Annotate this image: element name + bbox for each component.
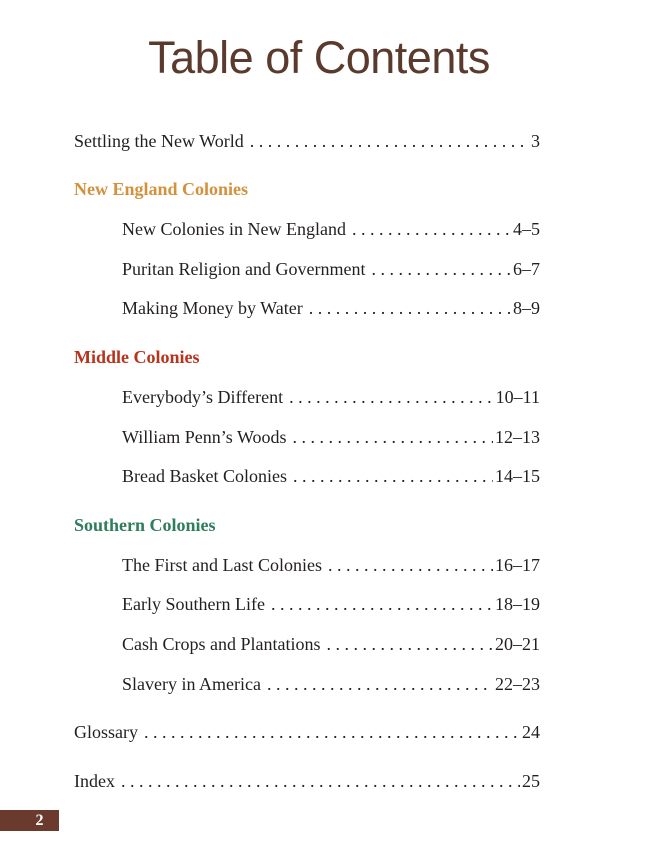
toc-entry-label: Index — [74, 771, 115, 791]
toc-entry-label: Settling the New World — [74, 131, 244, 151]
page-number-tab: 2 — [0, 810, 59, 831]
toc-entry[interactable] — [122, 297, 540, 319]
toc-entry[interactable] — [122, 386, 540, 408]
toc-entry-label: Slavery in America — [122, 674, 261, 694]
toc-entry[interactable] — [122, 673, 540, 695]
toc-entry-page: 20–21 — [495, 634, 540, 654]
dot-leader — [352, 218, 511, 240]
toc-entry-label: Puritan Religion and Government — [122, 259, 366, 279]
dot-leader — [267, 673, 493, 695]
toc-entry[interactable] — [122, 465, 540, 487]
toc-entry-page: 14–15 — [495, 466, 540, 486]
dot-leader — [250, 130, 529, 152]
toc-entry[interactable] — [122, 426, 540, 448]
dot-leader — [327, 633, 494, 655]
toc-entry-page: 6–7 — [513, 259, 540, 279]
toc-entry-label: Early Southern Life — [122, 594, 265, 614]
dot-leader — [371, 258, 511, 280]
toc-entry-page: 18–19 — [495, 594, 540, 614]
section-heading-middle: Middle Colonies — [74, 347, 200, 367]
toc-entry-index[interactable] — [74, 770, 540, 792]
toc-entry-label: Cash Crops and Plantations — [122, 634, 321, 654]
dot-leader — [293, 426, 494, 448]
dot-leader — [309, 297, 511, 319]
toc-entry-label: New Colonies in New England — [122, 219, 346, 239]
dot-leader — [328, 554, 493, 576]
toc-entry-page: 10–11 — [495, 387, 540, 407]
toc-entry[interactable] — [122, 258, 540, 280]
toc-entry-page: 3 — [531, 131, 540, 151]
toc-entry-page: 22–23 — [495, 674, 540, 694]
toc-entry-page: 12–13 — [495, 427, 540, 447]
toc-entry-settling[interactable] — [74, 130, 540, 152]
page-title: Table of Contents — [148, 32, 490, 83]
dot-leader — [289, 386, 494, 408]
toc-entry-page: 25 — [522, 771, 540, 791]
toc-entry-label: Glossary — [74, 722, 138, 742]
dot-leader — [121, 770, 520, 792]
dot-leader — [144, 721, 520, 743]
toc-entry[interactable] — [122, 218, 540, 240]
toc-entry[interactable] — [122, 554, 540, 576]
toc-entry-label: Bread Basket Colonies — [122, 466, 287, 486]
section-heading-new-england: New England Colonies — [74, 179, 249, 199]
toc-entry-label: Everybody’s Different — [122, 387, 284, 407]
toc-entry-page: 24 — [522, 722, 540, 742]
toc-entry-label: Making Money by Water — [122, 298, 303, 318]
dot-leader — [271, 593, 493, 615]
toc-entry-label: William Penn’s Woods — [122, 427, 287, 447]
toc-entry-page: 16–17 — [495, 555, 540, 575]
toc-entry-glossary[interactable] — [74, 721, 540, 743]
toc-entry[interactable] — [122, 633, 540, 655]
toc-entry-page: 8–9 — [513, 298, 540, 318]
toc-entry-label: The First and Last Colonies — [122, 555, 322, 575]
section-heading-southern: Southern Colonies — [74, 515, 216, 535]
dot-leader — [293, 465, 493, 487]
toc-entry[interactable] — [122, 593, 540, 615]
toc-entry-page: 4–5 — [513, 219, 540, 239]
